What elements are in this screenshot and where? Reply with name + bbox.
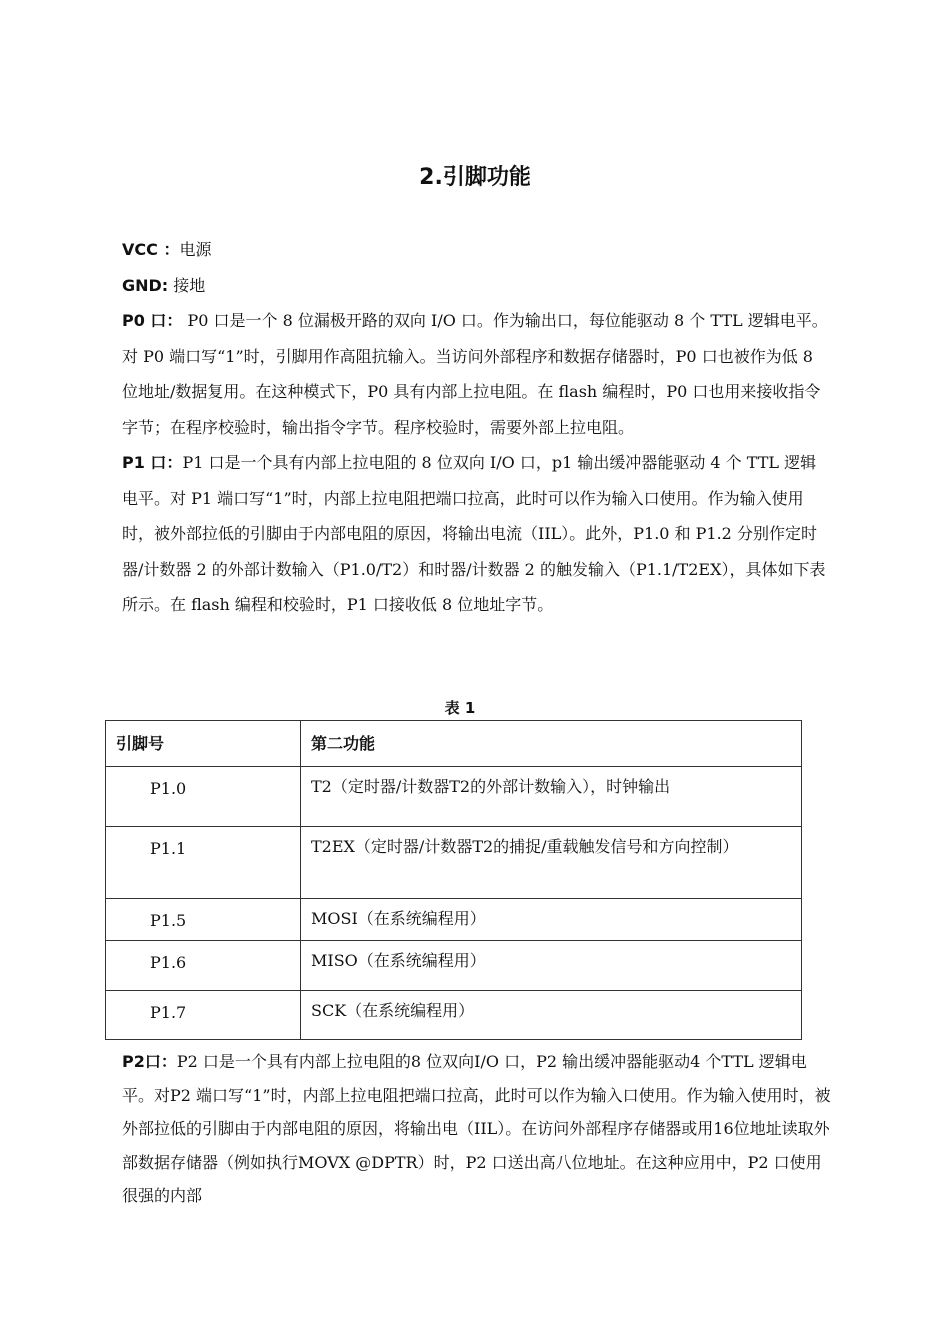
pin-cell: P1.5: [106, 899, 301, 941]
vcc-paragraph: [122, 232, 832, 268]
function-cell: [301, 899, 802, 941]
gnd-paragraph: [122, 268, 832, 304]
p0-label: P0 口：: [122, 311, 183, 330]
intro-paragraphs: [122, 232, 832, 623]
vcc-text: 电源: [179, 240, 212, 259]
pin-cell: P1.0: [106, 767, 301, 827]
function-cell: [301, 767, 802, 827]
p1-label: P1 口：: [122, 453, 183, 472]
function-cell: [301, 991, 802, 1040]
table-row: [106, 767, 802, 827]
p1-paragraph: [122, 445, 832, 623]
p0-text: P0 口是一个 8 位漏极开路的双向 I/O 口。作为输出口，每位能驱动 8 个 TTL 逻辑电平。对 P0 端口写“1”时，引脚用作高阻抗输入。当访问外部程序和数据存储器时，P0 口也被作为低 8 位地址/数据复用。在这种模式下，P0 具有内部上拉电阻。在 flash 编程时，P0 口也用来接收指令字节；在程序校验时，输出指令字节。程序校验时，需要外部上拉电阻。: [122, 311, 828, 437]
pin-function-table: [105, 720, 802, 1040]
vcc-label: VCC ：: [122, 240, 180, 259]
gnd-label: GND:: [122, 275, 169, 295]
table-row: [106, 899, 802, 941]
p0-paragraph: [122, 303, 832, 445]
function-text: SCK（在系统编程用）: [311, 1001, 475, 1020]
page-title: 2.引脚功能: [419, 165, 531, 190]
function-text: T2EX（定时器/计数器T2的捕捉/重载触发信号和方向控制）: [311, 837, 739, 856]
p1-text: P1 口是一个具有内部上拉电阻的 8 位双向 I/O 口，p1 输出缓冲器能驱动 4 个 TTL 逻辑电平。对 P1 端口写“1”时，内部上拉电阻把端口拉高，此时可以作为输入口使用。作为输入使用时，被外部拉低的引脚由于内部电阻的原因，将输出电流（IIL）。此外，P1.0 和 P1.2 分别作定时器/计数器 2 的外部计数输入（P1.0/T2）和时器/计数器 2 的触发输入（P1.1/T2EX），具体如下表所示。在 flash 编程和校验时，P1 口接收低 8 位地址字节。: [122, 453, 826, 614]
pin-cell: P1.1: [106, 827, 301, 899]
table-caption: 表 1: [444, 699, 476, 717]
table-header-row: [106, 721, 802, 767]
pin-cell: P1.7: [106, 991, 301, 1040]
table-row: [106, 941, 802, 991]
function-text: MOSI（在系统编程用）: [311, 909, 486, 928]
p2-text: P2 口是一个具有内部上拉电阻的8 位双向I/O 口，P2 输出缓冲器能驱动4 个TTL 逻辑电平。对P2 端口写“1”时，内部上拉电阻把端口拉高，此时可以作为输入口使用。作为输入使用时，被外部拉低的引脚由于内部电阻的原因，将输出电（IIL）。在访问外部程序存储器或用16位地址读取外部数据存储器（例如执行MOVX @DPTR）时，P2 口送出高八位地址。在这种应用中，P2 口使用很强的内部: [122, 1052, 831, 1205]
p2-label: P2口：: [122, 1052, 177, 1071]
function-text: T2（定时器/计数器T2的外部计数输入），时钟输出: [311, 777, 671, 796]
gnd-text: 接地: [168, 275, 206, 295]
p2-section: [122, 1045, 832, 1213]
function-text: MISO（在系统编程用）: [311, 951, 486, 970]
function-cell: [301, 827, 802, 899]
table-row: [106, 827, 802, 899]
header-function: 第二功能: [301, 721, 802, 767]
header-pin: 引脚号: [106, 721, 301, 767]
table-row: [106, 991, 802, 1040]
p2-paragraph: [122, 1045, 832, 1213]
pin-cell: P1.6: [106, 941, 301, 991]
function-cell: [301, 941, 802, 991]
